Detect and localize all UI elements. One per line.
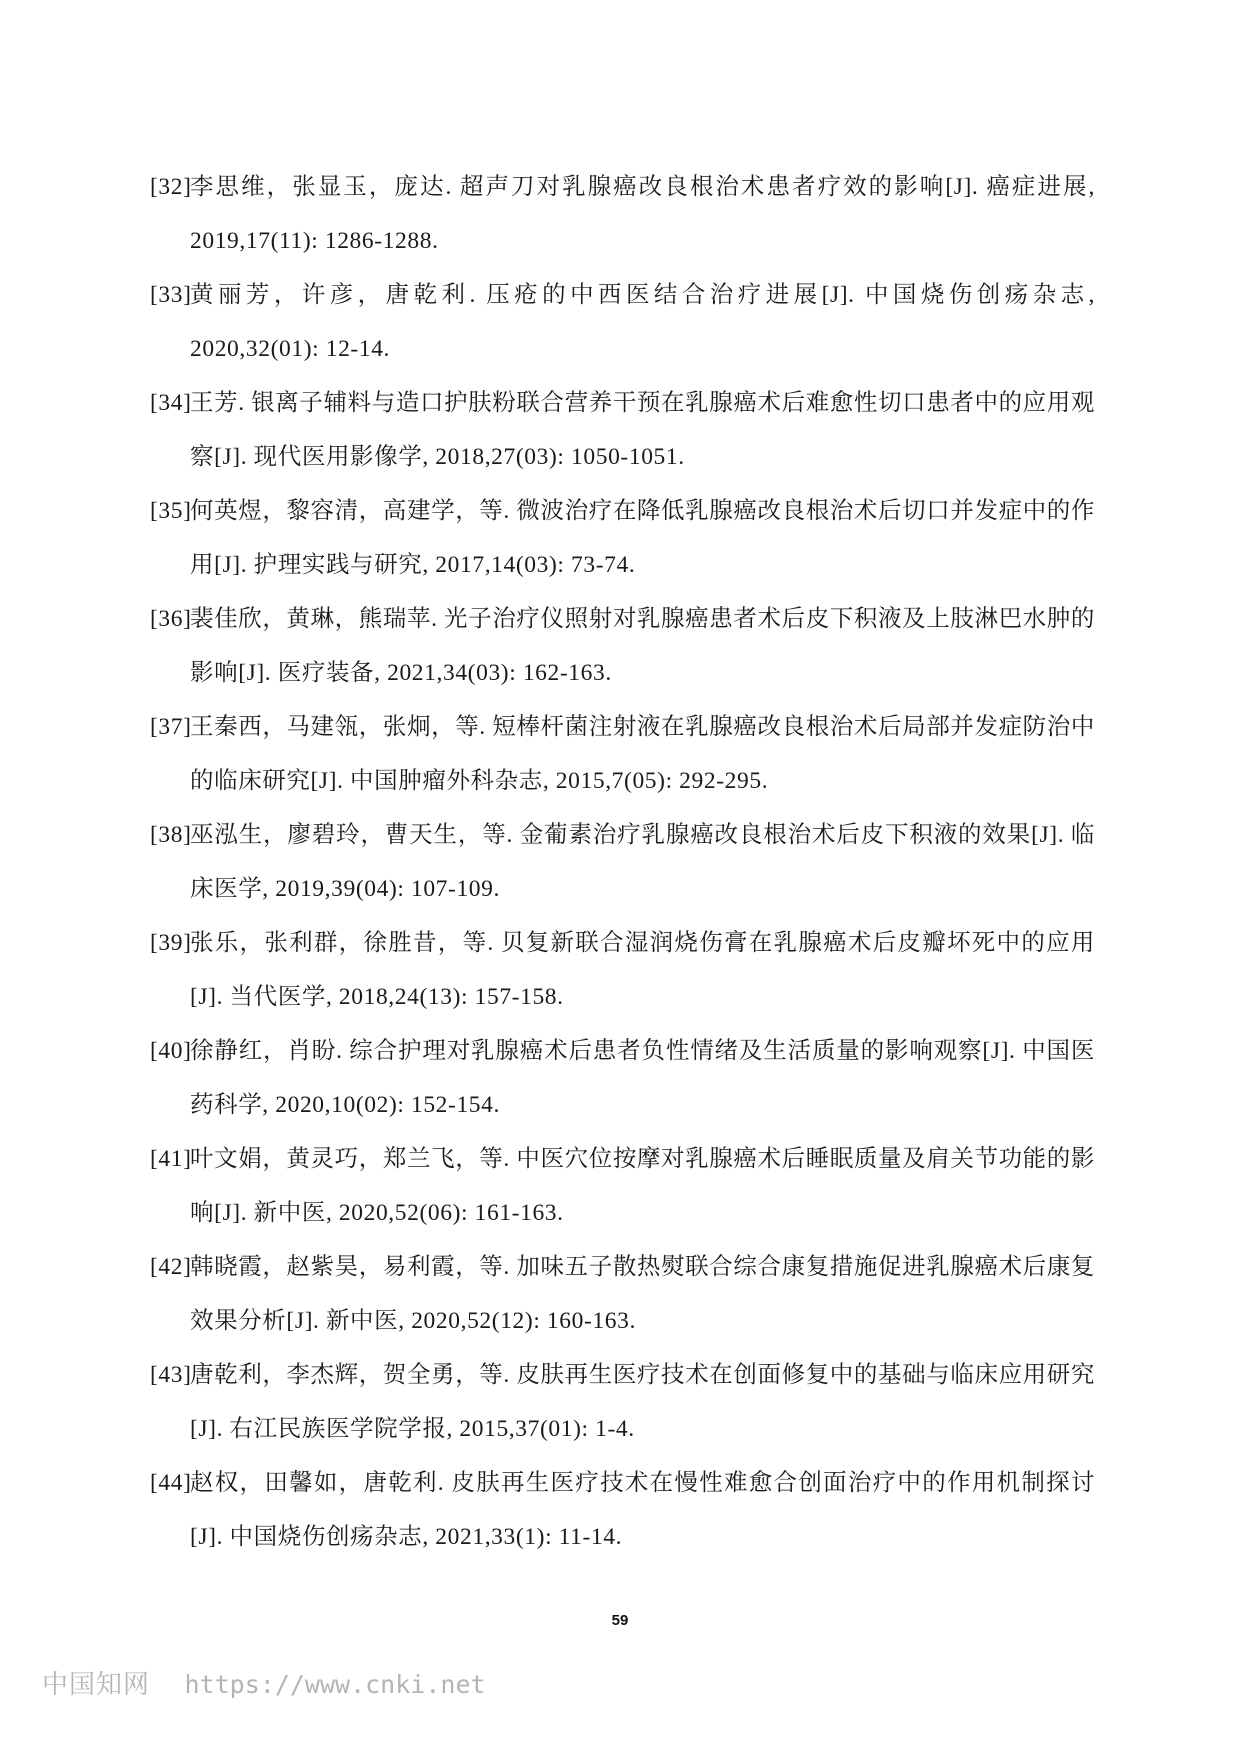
reference-text: 王芳. 银离子辅料与造口护肤粉联合营养干预在乳腺癌术后难愈性切口患者中的应用观察[J]. 现代医用影像学, 2018,27(03): 1050-1051.	[190, 390, 1095, 470]
reference-item	[150, 1240, 1095, 1348]
reference-text: 何英煜，黎容清，高建学，等. 微波治疗在降低乳腺癌改良根治术后切口并发症中的作用[J]. 护理实践与研究, 2017,14(03): 73-74.	[190, 498, 1095, 578]
reference-text: 裴佳欣，黄琳，熊瑞苹. 光子治疗仪照射对乳腺癌患者术后皮下积液及上肢淋巴水肿的影响[J]. 医疗装备, 2021,34(03): 162-163.	[190, 606, 1095, 686]
reference-number: [36]	[150, 606, 192, 632]
reference-text: 张乐，张利群，徐胜昔，等. 贝复新联合湿润烧伤膏在乳腺癌术后皮瓣坏死中的应用[J]. 当代医学, 2018,24(13): 157-158.	[190, 930, 1095, 1010]
reference-item	[150, 160, 1095, 268]
reference-number: [41]	[150, 1146, 192, 1172]
reference-item	[150, 808, 1095, 916]
reference-item	[150, 1348, 1095, 1456]
reference-text: 巫泓生，廖碧玲，曹天生，等. 金葡素治疗乳腺癌改良根治术后皮下积液的效果[J]. 临床医学, 2019,39(04): 107-109.	[190, 822, 1095, 902]
reference-number: [35]	[150, 498, 192, 524]
watermark-logo: 中国知网	[42, 1670, 151, 1700]
reference-text: 徐静红，肖盼. 综合护理对乳腺癌术后患者负性情绪及生活质量的影响观察[J]. 中国医药科学, 2020,10(02): 152-154.	[190, 1038, 1095, 1118]
reference-item	[150, 376, 1095, 484]
reference-number: [43]	[150, 1362, 192, 1388]
reference-item	[150, 1024, 1095, 1132]
reference-text: 唐乾利，李杰辉，贺全勇，等. 皮肤再生医疗技术在创面修复中的基础与临床应用研究[J]. 右江民族医学院学报, 2015,37(01): 1-4.	[190, 1362, 1095, 1442]
reference-number: [33]	[150, 282, 192, 308]
reference-text: 叶文娟，黄灵巧，郑兰飞，等. 中医穴位按摩对乳腺癌术后睡眠质量及肩关节功能的影响[J]. 新中医, 2020,52(06): 161-163.	[190, 1146, 1095, 1226]
reference-item	[150, 1132, 1095, 1240]
reference-number: [37]	[150, 714, 192, 740]
page-number: 59	[611, 1612, 629, 1629]
reference-number: [32]	[150, 174, 192, 200]
reference-text: 李思维，张显玉，庞达. 超声刀对乳腺癌改良根治术患者疗效的影响[J]. 癌症进展, 2019,17(11): 1286-1288.	[190, 174, 1095, 254]
reference-item	[150, 700, 1095, 808]
reference-item	[150, 268, 1095, 376]
reference-number: [34]	[150, 390, 192, 416]
cnki-watermark	[42, 1664, 486, 1701]
reference-text: 赵权，田馨如，唐乾利. 皮肤再生医疗技术在慢性难愈合创面治疗中的作用机制探讨[J]. 中国烧伤创疡杂志, 2021,33(1): 11-14.	[190, 1470, 1095, 1550]
reference-text: 韩晓霞，赵紫昊，易利霞，等. 加味五子散热熨联合综合康复措施促进乳腺癌术后康复效果分析[J]. 新中医, 2020,52(12): 160-163.	[190, 1254, 1095, 1334]
watermark-url: https://www.cnki.net	[184, 1670, 486, 1699]
reference-number: [39]	[150, 930, 192, 956]
reference-number: [40]	[150, 1038, 192, 1064]
reference-text: 王秦西，马建瓴，张炯，等. 短棒杆菌注射液在乳腺癌改良根治术后局部并发症防治中的临床研究[J]. 中国肿瘤外科杂志, 2015,7(05): 292-295.	[190, 714, 1095, 794]
reference-list	[150, 160, 1095, 1564]
reference-text: 黄丽芳，许彦，唐乾利. 压疮的中西医结合治疗进展[J]. 中国烧伤创疡杂志, 2020,32(01): 12-14.	[190, 282, 1095, 362]
reference-number: [38]	[150, 822, 192, 848]
reference-item	[150, 592, 1095, 700]
reference-item	[150, 1456, 1095, 1564]
reference-item	[150, 916, 1095, 1024]
reference-number: [42]	[150, 1254, 192, 1280]
reference-item	[150, 484, 1095, 592]
reference-number: [44]	[150, 1470, 192, 1496]
